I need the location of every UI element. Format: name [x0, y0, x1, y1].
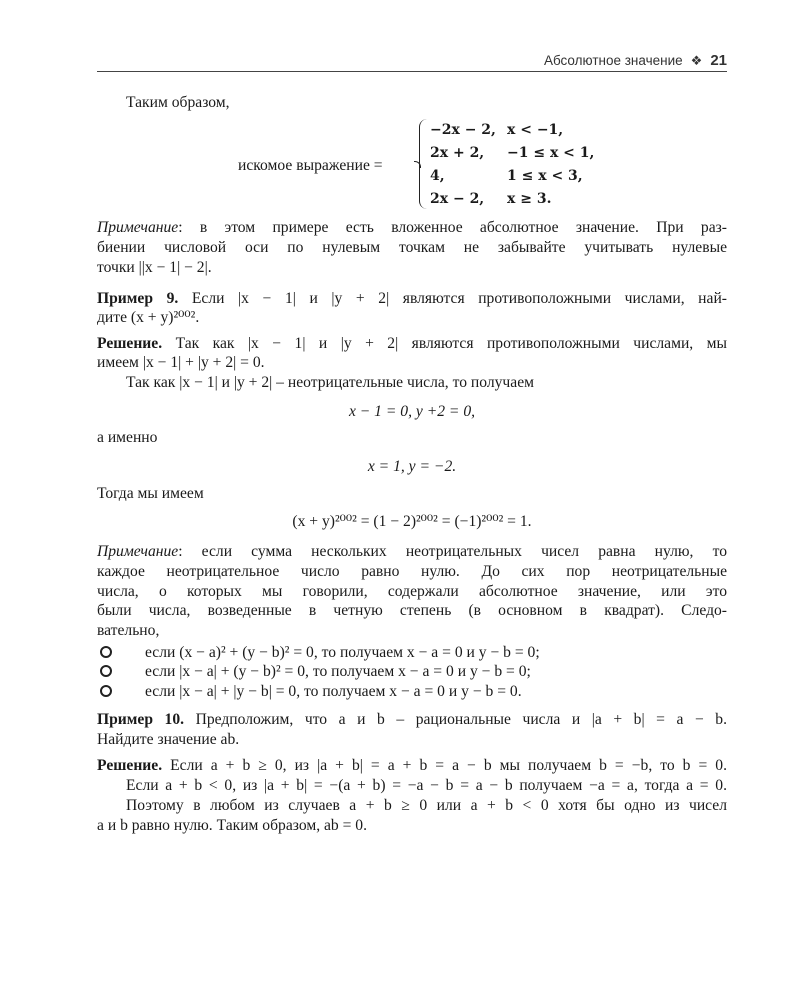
- note2-line: Примечание: если сумма нескольких неотрицательных чисел равна нулю, то: [97, 543, 727, 560]
- example10-line: Пример 10. Предположим, что a и b – рациональные числа и |a + b| = a − b.: [97, 711, 727, 728]
- note2-line: были числа, возведенные в четную степень (в основном в квадрат). Следо-: [97, 602, 727, 619]
- solution9-line: Решение. Так как |x − 1| и |y + 2| являются противоположными числами, мы: [97, 335, 727, 352]
- bullet-item: если |x − a| + |y − b| = 0, то получаем x − a = 0 и y − b = 0.: [100, 682, 522, 702]
- case-row: −2x − 2, x < −1,: [430, 122, 564, 138]
- solution10-line: Поэтому в любом из случаев a + b ≥ 0 или a + b < 0 хотя бы одно из чисел: [126, 797, 727, 814]
- note1-line: биении числовой оси по нулевым точкам не забывайте учитывать нулевые: [97, 239, 727, 256]
- header-rule: [97, 71, 727, 72]
- solution10-line: a и b равно нулю. Таким образом, ab = 0.: [97, 817, 367, 834]
- solution9-line: Так как |x − 1| и |y + 2| – неотрицательные числа, то получаем: [126, 374, 534, 391]
- note2-line: каждое неотрицательное число равно нулю. До сих пор неотрицательные: [97, 563, 727, 580]
- ornament-icon: ❖: [690, 53, 703, 68]
- note1-line: Примечание: в этом примере есть вложенное абсолютное значение. При раз-: [97, 219, 727, 236]
- formula-label: искомое выражение =: [238, 157, 383, 174]
- note2-line: вательно,: [97, 622, 160, 639]
- intro-text: Таким образом,: [126, 94, 230, 111]
- circle-bullet-icon: [100, 646, 112, 658]
- note2-line: числа, о которых мы говорили, содержали абсолютное значение, или это: [97, 583, 727, 600]
- equation: x − 1 = 0, y +2 = 0,: [348, 403, 476, 420]
- solution10-line: Если a + b < 0, из |a + b| = −(a + b) = −a − b = a − b получаем −a = a, тогда a = 0.: [126, 777, 727, 794]
- brace-icon: [419, 119, 428, 209]
- case-row: 2x − 2, x ≥ 3.: [430, 191, 552, 207]
- example9-line: дите (x + y)²⁰⁰².: [97, 309, 200, 326]
- circle-bullet-icon: [100, 665, 112, 677]
- case-row: 4, 1 ≤ x < 3,: [430, 168, 583, 184]
- solution9-text: а именно: [97, 429, 158, 446]
- page-number: 21: [710, 52, 727, 69]
- solution9-line: имеем |x − 1| + |y + 2| = 0.: [97, 354, 265, 371]
- bullet-item: если (x − a)² + (y − b)² = 0, то получаем x − a = 0 и y − b = 0;: [100, 643, 540, 663]
- example9-line: Пример 9. Если |x − 1| и |y + 2| являются противоположными числами, най-: [97, 290, 727, 307]
- section-title: Абсолютное значение: [543, 53, 683, 68]
- bullet-item: если |x − a| + (y − b)² = 0, то получаем x − a = 0 и y − b = 0;: [100, 662, 531, 682]
- running-header: [544, 52, 727, 69]
- equation: (x + y)²⁰⁰² = (1 − 2)²⁰⁰² = (−1)²⁰⁰² = 1.: [292, 513, 532, 530]
- example10-line: Найдите значение ab.: [97, 731, 240, 748]
- solution9-text: Тогда мы имеем: [97, 485, 204, 502]
- equation: x = 1, y = −2.: [367, 458, 457, 475]
- circle-bullet-icon: [100, 685, 112, 697]
- case-row: 2x + 2, −1 ≤ x < 1,: [430, 145, 595, 161]
- note1-line: точки ||x − 1| − 2|.: [97, 259, 212, 276]
- solution10-line: Решение. Если a + b ≥ 0, из |a + b| = a + b = a − b мы получаем b = −b, то b = 0.: [97, 757, 727, 774]
